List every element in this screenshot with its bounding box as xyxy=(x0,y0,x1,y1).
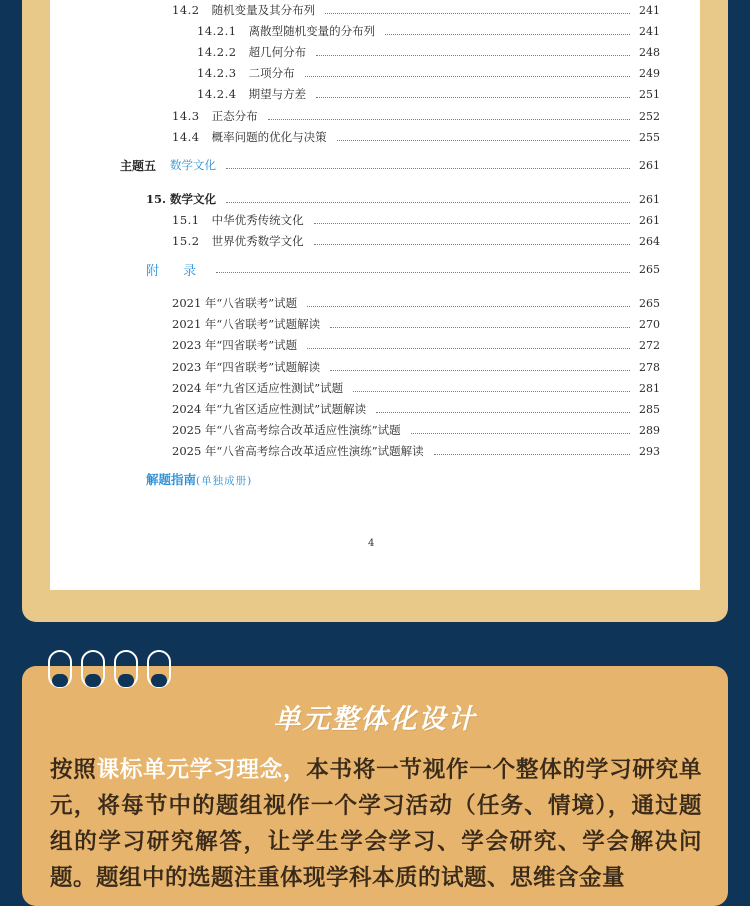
toc-title: 正态分布 xyxy=(211,109,258,123)
toc-entry xyxy=(172,314,660,334)
toc-page: 281 xyxy=(639,381,660,395)
toc-entry xyxy=(172,357,660,377)
leader-dots xyxy=(314,243,630,245)
toc-page: 251 xyxy=(639,87,660,101)
card-body-text xyxy=(50,752,702,896)
toc-title: 数学文化 xyxy=(170,158,217,172)
toc-title: 2023 年“四省联考”试题 xyxy=(172,338,298,352)
toc-theme-entry xyxy=(120,155,660,175)
toc-title: 概率问题的优化与决策 xyxy=(211,130,327,144)
toc-entry xyxy=(172,0,660,20)
toc-page: 285 xyxy=(639,402,660,416)
toc-entry xyxy=(172,231,660,251)
leader-dots xyxy=(385,33,630,35)
toc-title: 附 录 xyxy=(146,263,207,279)
toc-number: 14.2.1 xyxy=(197,24,237,38)
toc-entry xyxy=(172,106,660,126)
binder-ring-icon xyxy=(48,650,72,688)
toc-number: 14.2.3 xyxy=(197,66,237,80)
toc-page: 252 xyxy=(639,109,660,123)
toc-page: 261 xyxy=(639,192,660,206)
leader-dots xyxy=(353,390,630,392)
toc-entry xyxy=(172,441,660,461)
toc-title: 期望与方差 xyxy=(248,87,307,101)
toc-page: 249 xyxy=(639,66,660,80)
guide-title: 解题指南 xyxy=(146,472,197,487)
body-text-highlight: 课标单元学习理念， xyxy=(96,757,307,783)
toc-entry xyxy=(172,420,660,440)
toc-title: 2023 年“四省联考”试题解读 xyxy=(172,360,321,374)
binder-ring-icon xyxy=(147,650,171,688)
toc-chapter-entry xyxy=(146,189,660,209)
toc-title: 随机变量及其分布列 xyxy=(211,3,316,17)
toc-number: 14.4 xyxy=(172,130,200,144)
toc-title: 超几何分布 xyxy=(248,45,307,59)
leader-dots xyxy=(307,305,630,307)
toc-page: 261 xyxy=(639,213,660,227)
solution-guide-entry xyxy=(146,470,252,488)
toc-title: 世界优秀数学文化 xyxy=(211,234,304,248)
toc-title: 15. 数学文化 xyxy=(146,192,217,206)
toc-appendix-entry xyxy=(146,259,660,279)
toc-page: 293 xyxy=(639,444,660,458)
toc-number: 14.2 xyxy=(172,3,200,17)
toc-page: 241 xyxy=(639,24,660,38)
toc-entry xyxy=(172,399,660,419)
toc-page: 265 xyxy=(639,296,660,310)
toc-number: 15.2 xyxy=(172,234,200,248)
toc-page: 265 xyxy=(639,262,660,276)
leader-dots xyxy=(325,12,630,14)
leader-dots xyxy=(226,201,630,203)
toc-entry xyxy=(172,210,660,230)
leader-dots xyxy=(226,167,630,169)
leader-dots xyxy=(337,139,630,141)
body-text-part: 按照 xyxy=(50,757,97,783)
toc-page: 289 xyxy=(639,423,660,437)
toc-entry xyxy=(172,127,660,147)
toc-entry xyxy=(197,63,660,83)
leader-dots xyxy=(330,369,630,371)
leader-dots xyxy=(434,453,630,455)
toc-page: 270 xyxy=(639,317,660,331)
leader-dots xyxy=(314,222,630,224)
toc-entry xyxy=(172,335,660,355)
toc-number: 14.3 xyxy=(172,109,200,123)
toc-title: 二项分布 xyxy=(248,66,295,80)
leader-dots xyxy=(305,75,630,77)
toc-title: 中华优秀传统文化 xyxy=(211,213,304,227)
guide-subtitle: (单独成册) xyxy=(196,475,253,487)
binder-ring-icon xyxy=(114,650,138,688)
toc-number: 14.2.4 xyxy=(197,87,237,101)
toc-page: 272 xyxy=(639,338,660,352)
toc-page: 255 xyxy=(639,130,660,144)
leader-dots xyxy=(316,54,630,56)
leader-dots xyxy=(316,96,630,98)
toc-page: 264 xyxy=(639,234,660,248)
toc-number: 14.2.2 xyxy=(197,45,237,59)
toc-title: 2021 年“八省联考”试题解读 xyxy=(172,317,321,331)
toc-page: 241 xyxy=(639,3,660,17)
body-text-part: 本书将一节视作一个整体的学习研究单元，将每节中的题组视作一个学习活动（任务、情境），通过题组的学习研究解答，让学生学会学习、学会研究、学会解决问题。题组中的选题注重体现学科本质的试题、思维含金量 xyxy=(50,757,702,891)
leader-dots xyxy=(376,411,630,413)
toc-title: 2025 年“八省高考综合改革适应性演练”试题 xyxy=(172,423,401,437)
toc-title: 2021 年“八省联考”试题 xyxy=(172,296,298,310)
card-title: 单元整体化设计 xyxy=(273,704,477,735)
toc-entry xyxy=(197,21,660,41)
toc-page: 248 xyxy=(639,45,660,59)
toc-page: 278 xyxy=(639,360,660,374)
binder-ring-icon xyxy=(81,650,105,688)
toc-title: 2025 年“八省高考综合改革适应性演练”试题解读 xyxy=(172,444,424,458)
toc-entry xyxy=(197,42,660,62)
theme-label: 主题五 xyxy=(120,158,157,173)
toc-entry xyxy=(197,84,660,104)
toc-title: 离散型随机变量的分布列 xyxy=(248,24,376,38)
leader-dots xyxy=(268,118,630,120)
toc-entry xyxy=(172,293,660,313)
leader-dots xyxy=(330,326,630,328)
toc-entry xyxy=(172,378,660,398)
leader-dots xyxy=(307,347,630,349)
toc-title: 2024 年“九省区适应性测试”试题解读 xyxy=(172,402,367,416)
leader-dots xyxy=(411,432,630,434)
toc-page: 261 xyxy=(639,158,660,172)
leader-dots xyxy=(216,271,630,273)
toc-number: 15.1 xyxy=(172,213,200,227)
toc-title: 2024 年“九省区适应性测试”试题 xyxy=(172,381,344,395)
page-number: 4 xyxy=(368,538,375,549)
